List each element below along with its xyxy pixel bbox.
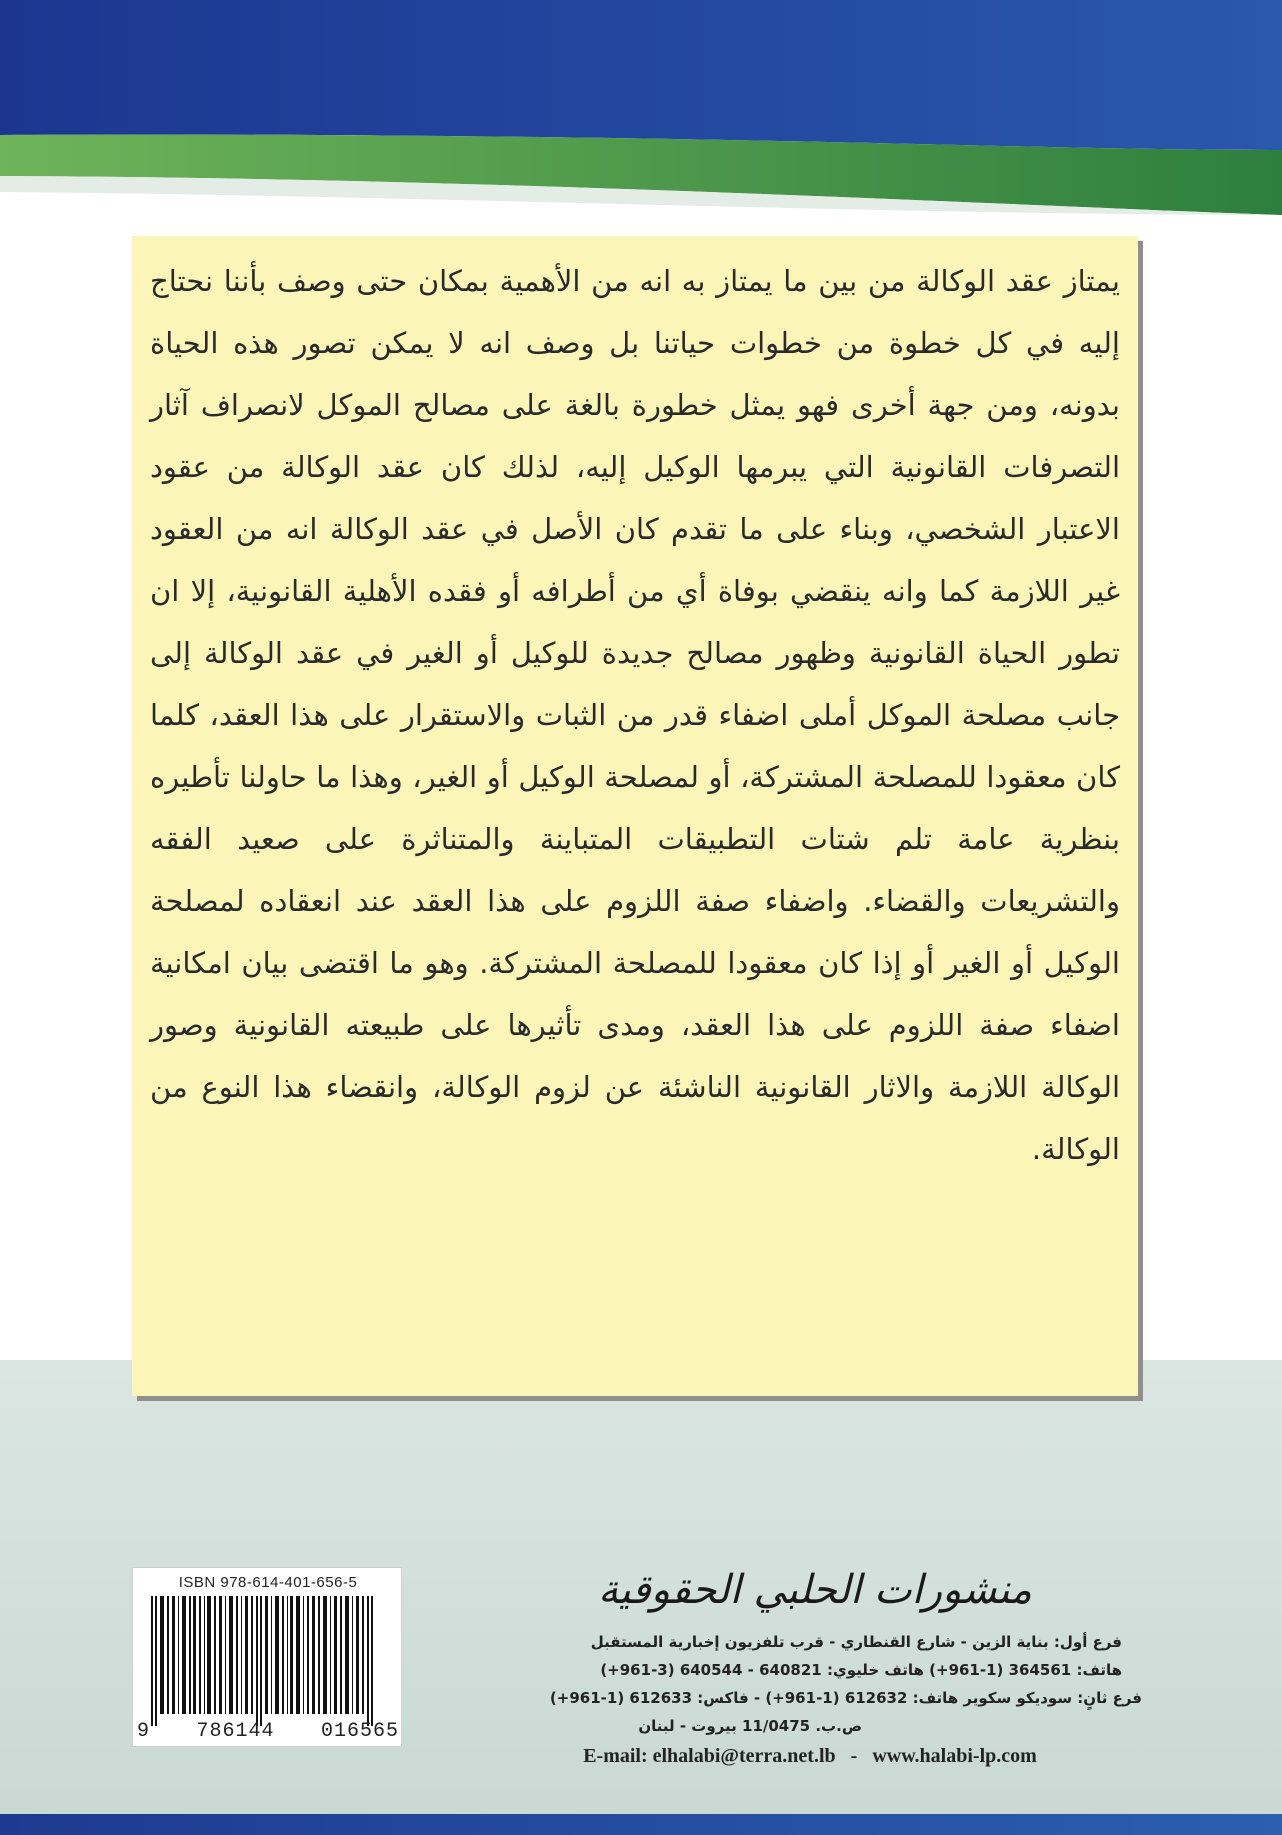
po-box: ص.ب. 11/0475 بيروت - لبنان <box>638 1717 862 1735</box>
isbn-label: ISBN 978-614-401-656-5 <box>178 1574 358 1591</box>
barcode-digit-group-2: 016565 <box>320 1720 399 1743</box>
description-text: يمتاز عقد الوكالة من بين ما يمتاز به انه من الأهمية بمكان حتى وصف بأننا نحتاج إليه في كل خطوة من خطوات حياتنا بل وصف انه لا يمكن تصور هذه الحياة بدونه، ومن جهة أخرى فهو يمثل خطورة بالغة على مصالح الموكل لانصراف آثار التصرفات القانونية التي يبرمها الوكيل إليه، لذلك كان عقد الوكالة من عقود الاعتبار الشخصي، وبناء على ما تقدم كان الأصل في عقد الوكالة انه من العقود غير اللازمة كما وانه ينقضي بوفاة أي من أطرافه أو فقده الأهلية القانونية، إلا ان تطور الحياة القانونية وظهور مصالح جديدة للوكيل أو الغير في عقد الوكالة إلى جانب مصلحة الموكل أملى اضفاء قدر من الثبات والاستقرار على هذا العقد، كلما كان معقودا للمصلحة المشتركة، أو لمصلحة الوكيل أو الغير، وهذا ما حاولنا تأطيره بنظرية عامة تلم شتات التطبيقات المتباينة والمتناثرة على صعيد الفقه والتشريعات والقضاء. واضفاء صفة اللزوم على هذا العقد عند انعقاده لمصلحة الوكيل أو الغير أو إذا كان معقودا للمصلحة المشتركة. وهو ما اقتضى بيان امكانية اضفاء صفة اللزوم على هذا العقد، ومدى تأثيرها على طبيعته القانونية وصور الوكالة اللازمة والاثار القانونية الناشئة عن لزوم الوكالة، وانقضاء هذا النوع من الوكالة. <box>150 264 1120 1166</box>
barcode-digits <box>137 1720 399 1743</box>
description-note <box>132 236 1138 1396</box>
contact-separator: - <box>850 1745 858 1767</box>
website-link[interactable]: www.halabi-lp.com <box>872 1745 1037 1767</box>
barcode-digit-group-1: 786144 <box>196 1720 275 1743</box>
publisher-logo-text: منشورات الحلبي الحقوقية <box>598 1567 1032 1613</box>
top-color-band <box>0 0 1282 215</box>
barcode-bars <box>143 1596 393 1726</box>
branch-2-address: فرع ثانٍ: سوديكو سكوير هاتف: 612632 (1-961+) - فاكس: 612633 (1-961+) <box>549 1689 1142 1707</box>
barcode-digit-lead: 9 <box>137 1720 151 1743</box>
bottom-color-band <box>0 1814 1282 1835</box>
isbn-barcode <box>132 1567 402 1747</box>
email-link[interactable]: E-mail: elhalabi@terra.net.lb <box>583 1745 836 1767</box>
contact-line <box>500 1745 1120 1768</box>
branch-1-address: فرع أول: بناية الزين - شارع القنطاري - قرب تلفزيون إخبارية المستقبل <box>590 1633 1122 1651</box>
branch-1-phones: هاتف: 364561 (1-961+) هاتف خليوي: 640821 - 640544 (3-961+) <box>600 1661 1122 1679</box>
